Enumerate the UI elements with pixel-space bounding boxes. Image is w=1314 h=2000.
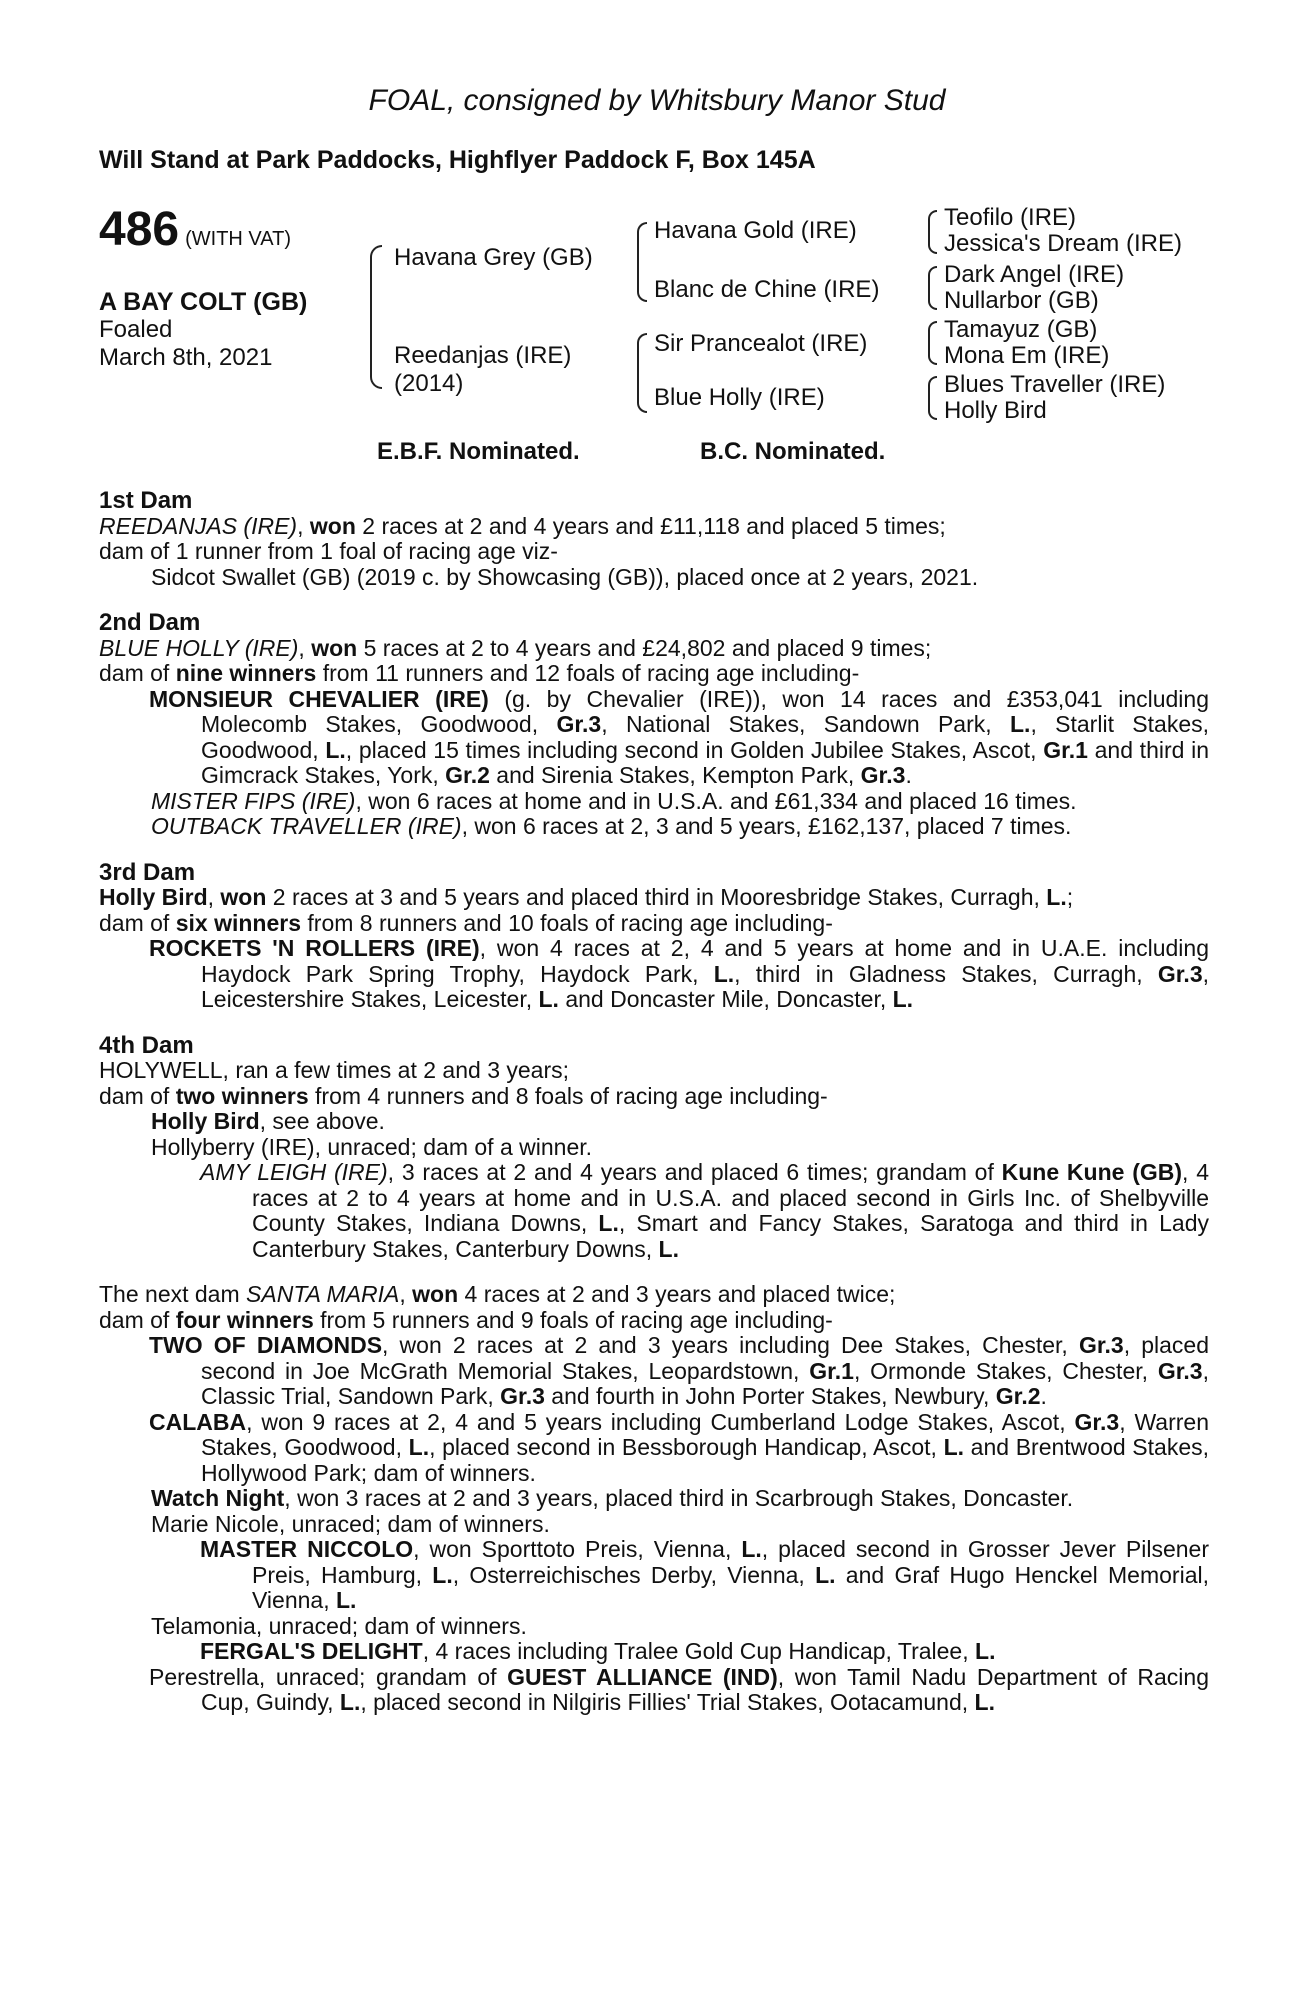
listed: L. xyxy=(598,1210,619,1236)
won: won xyxy=(220,884,267,910)
dam1-line1 xyxy=(99,514,1209,540)
dam1-line3: Sidcot Swallet (GB) (2019 c. by Showcasing (GB)), placed once at 2 years, 2021. xyxy=(151,563,979,590)
dam3-name: Holly Bird xyxy=(99,884,208,910)
text: , Osterreichisches Derby, Vienna, xyxy=(452,1561,816,1588)
dam2-name: BLUE HOLLY (IRE) xyxy=(99,634,299,661)
pedigree-sdd: Nullarbor (GB) xyxy=(944,287,1099,314)
grade: Gr.3 xyxy=(860,762,906,788)
won: won xyxy=(412,1281,459,1307)
dam3-heading: 3rd Dam xyxy=(99,858,196,886)
text: from 11 runners and 12 foals of racing age including- xyxy=(316,660,860,686)
pedigree-ssd: Jessica's Dream (IRE) xyxy=(944,230,1182,257)
text: , won 3 races at 2 and 3 years, placed third in Scarbrough Stakes, Doncaster. xyxy=(284,1485,1074,1511)
horse-name: Holly Bird xyxy=(151,1108,260,1134)
stand-location: Will Stand at Park Paddocks, Highflyer Paddock F, Box 145A xyxy=(99,146,816,174)
text: dam of xyxy=(99,1082,176,1109)
consignment-line: FOAL, consigned by Whitsbury Manor Stud xyxy=(368,84,946,117)
next-dam-line1 xyxy=(99,1282,1209,1308)
text: , Warren Stakes, Goodwood, xyxy=(201,1408,1209,1460)
hollyberry-entry: Hollyberry (IRE), unraced; dam of a winner. xyxy=(151,1133,593,1160)
dam4-line2 xyxy=(99,1084,1209,1110)
listed: L. xyxy=(741,1536,762,1562)
horse-name: MISTER FIPS (IRE) xyxy=(151,787,356,814)
text: and Graf Hugo Henckel Memorial, Vienna, xyxy=(252,1561,1209,1613)
horse-name: GUEST ALLIANCE (IND) xyxy=(507,1663,778,1690)
pedigree-dss: Tamayuz (GB) xyxy=(944,316,1098,343)
listed: L. xyxy=(975,1638,996,1664)
pedigree-brace-main xyxy=(370,245,382,389)
rockets-n-rollers-entry xyxy=(99,936,1209,1013)
grade: Gr.3 xyxy=(1078,1332,1124,1358)
text: , placed 15 times including second in Golden Jubilee Stakes, Ascot, xyxy=(345,736,1044,763)
pedigree-sss: Teofilo (IRE) xyxy=(944,204,1077,231)
text: , 3 races at 2 and 4 years and placed 6 times; grandam of xyxy=(387,1159,1002,1185)
listed: L. xyxy=(974,1689,995,1715)
text: , won Tamil Nadu Department of Racing Cup, Guindy, xyxy=(201,1663,1209,1715)
text: , won 4 races at 2, 4 and 5 years at home and in U.A.E. including Haydock Park Spring Trophy, Haydock Park, xyxy=(201,935,1210,987)
grade: Gr.3 xyxy=(500,1383,545,1409)
pedigree-sds: Dark Angel (IRE) xyxy=(944,261,1125,288)
text: from 8 runners and 10 foals of racing age including- xyxy=(301,909,833,936)
text: Perestrella, unraced; grandam of xyxy=(149,1663,508,1690)
foaled-label: Foaled xyxy=(99,316,173,343)
pedigree-sire-dam: Blanc de Chine (IRE) xyxy=(654,276,880,303)
text: , third in Gladness Stakes, Curragh, xyxy=(734,960,1158,987)
lot-number-block xyxy=(99,202,291,257)
text: (g. by Chevalier (IRE)), won 14 races and £353,041 including Molecomb Stakes, Goodwood, xyxy=(201,685,1209,737)
listed: L. xyxy=(325,736,346,763)
lot-number: 486 xyxy=(99,203,180,256)
grade: Gr.3 xyxy=(556,711,602,737)
monsieur-chevalier-entry xyxy=(99,687,1209,789)
dam2-heading: 2nd Dam xyxy=(99,609,201,636)
sep: , xyxy=(399,1281,413,1307)
pedigree-dds: Blues Traveller (IRE) xyxy=(944,371,1166,398)
text: , placed second in Joe McGrath Memorial Stakes, Leopardstown, xyxy=(201,1332,1209,1384)
grade: Gr.3 xyxy=(1157,1357,1203,1384)
text: , Starlit Stakes, Goodwood, xyxy=(201,711,1209,763)
horse-name: AMY LEIGH (IRE) xyxy=(200,1159,388,1185)
horse-name: TWO OF DIAMONDS xyxy=(149,1332,383,1358)
text: dam of xyxy=(99,909,176,936)
calaba-entry xyxy=(99,1410,1209,1487)
dam4-heading: 4th Dam xyxy=(99,1031,194,1059)
horse-name: MASTER NICCOLO xyxy=(200,1536,414,1562)
pedigree-brace-dd xyxy=(928,376,937,420)
pedigree-brace-sd xyxy=(928,266,937,310)
text: from 5 runners and 9 foals of racing age including- xyxy=(313,1306,833,1333)
lot-description: A BAY COLT (GB) xyxy=(99,288,308,316)
text: . xyxy=(1040,1383,1047,1409)
winners-count: nine winners xyxy=(175,660,317,686)
grade: Gr.3 xyxy=(1074,1408,1120,1435)
text: , won 9 races at 2, 4 and 5 years including Cumberland Lodge Stakes, Ascot, xyxy=(246,1408,1075,1435)
text: 4 races at 2 and 3 years and placed twice; xyxy=(458,1281,896,1307)
next-dam-name: SANTA MARIA xyxy=(246,1281,400,1307)
dam4-line1: HOLYWELL, ran a few times at 2 and 3 years; xyxy=(99,1057,570,1083)
sep: , xyxy=(207,884,221,910)
listed: L. xyxy=(658,1235,679,1262)
won: won xyxy=(311,634,358,661)
listed: L. xyxy=(1046,884,1067,910)
watch-night-entry xyxy=(99,1486,1209,1512)
grade: Gr.1 xyxy=(809,1357,854,1384)
text: and Brentwood Stakes, Hollywood Park; dam of winners. xyxy=(201,1434,1209,1486)
winners-count: six winners xyxy=(175,909,301,936)
horse-name: MONSIEUR CHEVALIER (IRE) xyxy=(149,685,489,712)
horse-name: OUTBACK TRAVELLER (IRE) xyxy=(151,813,462,839)
pedigree-brace-sire xyxy=(637,222,647,302)
text: and third in Gimcrack Stakes, York, xyxy=(201,736,1210,788)
text: , won Sporttoto Preis, Vienna, xyxy=(413,1536,742,1562)
text: , see above. xyxy=(259,1108,385,1134)
text: and Sirenia Stakes, Kempton Park, xyxy=(489,762,861,788)
text: , 4 races including Tralee Gold Cup Handicap, Tralee, xyxy=(422,1638,976,1664)
foaled-block xyxy=(99,316,272,372)
telamonia-entry: Telamonia, unraced; dam of winners. xyxy=(151,1612,527,1639)
dam3-line2 xyxy=(99,911,1209,937)
pedigree-dam-year: (2014) xyxy=(394,370,464,397)
grade: Gr.1 xyxy=(1043,736,1088,763)
outback-traveller-entry xyxy=(99,814,1209,840)
dam2-line2 xyxy=(99,661,1209,687)
foaled-date: March 8th, 2021 xyxy=(99,344,273,371)
text: , won 2 races at 2 and 3 years including Dee Stakes, Chester, xyxy=(382,1332,1079,1358)
horse-name: Kune Kune (GB) xyxy=(1001,1159,1183,1185)
sep: , xyxy=(297,512,310,539)
listed: L. xyxy=(335,1587,357,1613)
text: , Smart and Fancy Stakes, Saratoga and third in Lady Canterbury Stakes, Canterbury Downs, xyxy=(252,1210,1209,1262)
holly-bird-entry xyxy=(99,1109,1209,1135)
horse-name: ROCKETS 'N ROLLERS (IRE) xyxy=(149,935,480,961)
text: , placed second in Nilgiris Fillies' Trial Stakes, Ootacamund, xyxy=(360,1689,975,1715)
vat-note: (WITH VAT) xyxy=(185,228,291,250)
two-of-diamonds-entry xyxy=(99,1333,1209,1410)
won: won xyxy=(309,512,356,539)
text: The next dam xyxy=(99,1281,247,1307)
sep: , xyxy=(298,634,312,661)
listed: L. xyxy=(432,1561,453,1588)
mister-fips-entry xyxy=(99,789,1209,815)
pedigree-dsd: Mona Em (IRE) xyxy=(944,342,1110,369)
grade: Gr.3 xyxy=(1157,960,1203,987)
marie-nicole-entry: Marie Nicole, unraced; dam of winners. xyxy=(151,1510,550,1537)
dam3-line1 xyxy=(99,885,1209,911)
text: dam of xyxy=(99,1306,176,1333)
text: 5 races at 2 to 4 years and £24,802 and placed 9 times; xyxy=(357,634,932,661)
text: , National Stakes, Sandown Park, xyxy=(601,711,1010,737)
listed: L. xyxy=(943,1434,965,1460)
bc-nomination: B.C. Nominated. xyxy=(700,438,886,465)
dam2-line1 xyxy=(99,636,1209,662)
text: , Ormonde Stakes, Chester, xyxy=(853,1357,1158,1384)
text: and Doncaster Mile, Doncaster, xyxy=(558,986,893,1012)
text: , placed second in Grosser Jever Pilsener Preis, Hamburg, xyxy=(252,1536,1209,1588)
text: ; xyxy=(1066,884,1074,910)
horse-name: FERGAL'S DELIGHT xyxy=(200,1638,423,1664)
dam1-heading: 1st Dam xyxy=(99,487,193,514)
text: and fourth in John Porter Stakes, Newbury, xyxy=(544,1383,996,1409)
grade: Gr.2 xyxy=(995,1383,1041,1409)
text: 2 races at 2 and 4 years and £11,118 and placed 5 times; xyxy=(355,512,946,539)
pedigree-ddd: Holly Bird xyxy=(944,397,1047,424)
text: 2 races at 3 and 5 years and placed third in Mooresbridge Stakes, Curragh, xyxy=(266,884,1047,910)
master-niccolo-entry xyxy=(99,1537,1209,1614)
text: , won 6 races at 2, 3 and 5 years, £162,137, placed 7 times. xyxy=(461,813,1072,839)
text: , won 6 races at home and in U.S.A. and £61,334 and placed 16 times. xyxy=(355,787,1077,814)
dam1-line2: dam of 1 runner from 1 foal of racing age viz- xyxy=(99,538,558,564)
ebf-nomination: E.B.F. Nominated. xyxy=(377,438,580,465)
text: , 4 races at 2 to 4 years at home and in U.S.A. and placed second in Girls Inc. of Shelbyville County Stakes, Indiana Downs, xyxy=(252,1159,1209,1236)
pedigree-brace-ss xyxy=(928,210,937,254)
pedigree-dam-sire: Sir Prancealot (IRE) xyxy=(654,330,868,357)
amy-leigh-entry xyxy=(99,1160,1209,1262)
listed: L. xyxy=(713,960,735,987)
horse-name: Watch Night xyxy=(151,1485,285,1511)
pedigree-sire-sire: Havana Gold (IRE) xyxy=(654,217,857,244)
text: from 4 runners and 8 foals of racing age including- xyxy=(308,1082,828,1109)
fergals-delight-entry xyxy=(99,1639,1209,1665)
horse-name: CALABA xyxy=(149,1408,247,1435)
winners-count: two winners xyxy=(175,1082,309,1109)
text: , Leicestershire Stakes, Leicester, xyxy=(201,960,1210,1012)
text: dam of xyxy=(99,660,176,686)
listed: L. xyxy=(538,986,559,1012)
listed: L. xyxy=(1009,711,1031,737)
dam1-name: REEDANJAS (IRE) xyxy=(99,512,298,539)
listed: L. xyxy=(339,1689,361,1715)
winners-count: four winners xyxy=(175,1306,314,1333)
grade: Gr.2 xyxy=(445,762,490,788)
pedigree-brace-ds xyxy=(928,321,937,365)
next-dam-line2 xyxy=(99,1308,1209,1334)
pedigree-dam: Reedanjas (IRE) xyxy=(394,342,572,369)
pedigree-sire: Havana Grey (GB) xyxy=(394,244,593,271)
catalogue-body xyxy=(99,488,1209,1716)
pedigree-dam-dam: Blue Holly (IRE) xyxy=(654,384,825,411)
pedigree-brace-dam xyxy=(637,333,647,413)
listed: L. xyxy=(408,1434,430,1460)
text: , Classic Trial, Sandown Park, xyxy=(201,1357,1209,1409)
text: , placed second in Bessborough Handicap, Ascot, xyxy=(429,1434,944,1460)
text: . xyxy=(905,762,912,788)
listed: L. xyxy=(815,1561,836,1588)
perestrella-entry xyxy=(99,1665,1209,1716)
listed: L. xyxy=(892,986,914,1012)
